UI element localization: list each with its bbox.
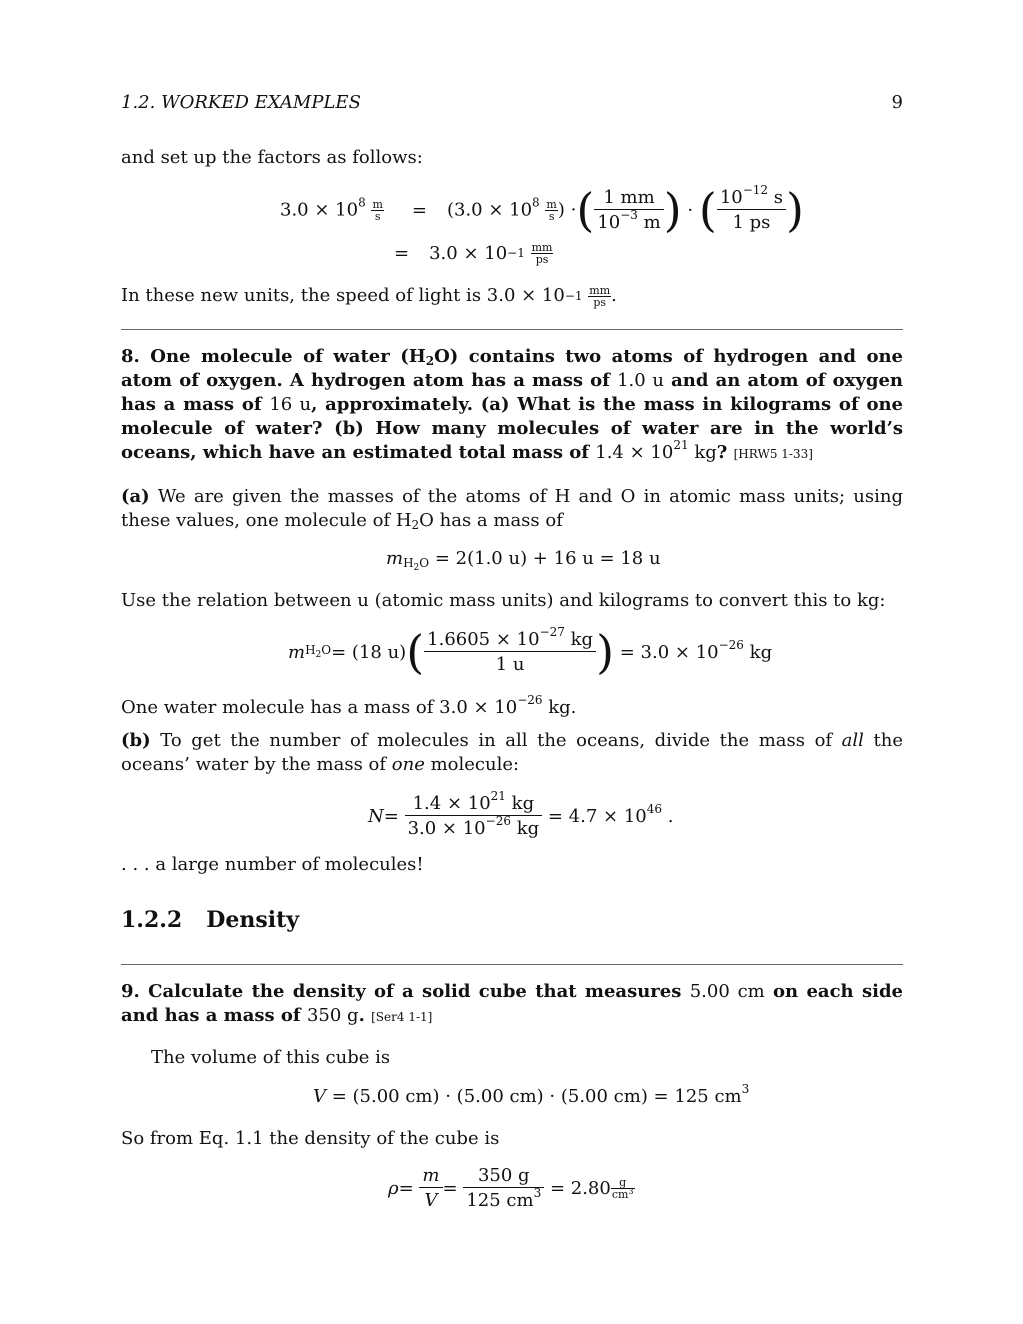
section-title: Density bbox=[206, 907, 300, 933]
problem-9-reference: [Ser4 1-1] bbox=[371, 1010, 433, 1024]
mass-result-text: One water molecule has a mass of $3.0 \times 10^{-26}$ kg. bbox=[121, 693, 577, 718]
equation-speed-line1: $3.0 \times 10^8$ $\frac{m}{s}$ = ($3.0 \times 10^8$ $\frac{m}{s}$ ) · ( $\frac{1 mm}{10^{-3} m}$ ) · ( $\frac{10^{-12} s}{1 ps}$ ) bbox=[280, 183, 804, 237]
equation-water-mass: $m_{H_2O} = 2(1.0$ u) + 16 u = 18 u bbox=[386, 548, 661, 573]
page-number: 9 bbox=[891, 92, 903, 113]
problem-9-statement: 9. Calculate the density of a solid cube that measures 5.00 cm on each side and has a mass of 350 g. [Ser4 1-1] bbox=[121, 981, 903, 1026]
problem-8-reference: [HRW5 1-33] bbox=[733, 447, 813, 461]
eq-speed-factor1: $\frac{1 mm}{10^{-3} m}$ bbox=[594, 187, 663, 233]
problem-8-statement: 8. One molecule of water $(H_2O)$ contains two atoms of hydrogen and one atom of oxygen. A hydrogen atom has a mass of 1.0 u and an atom of oxygen has a mass of 16 u, approximately. (a) What is the mass in kilograms of one molecule of water? (b) How many molecules of water are in the world’s oceans, which have an estimated total mass of $1.4 \times 10^{21}$ kg? [HRW5 1-33] bbox=[121, 346, 903, 463]
equation-speed-line2: = 3.0 × 10 −1 $\frac{mm}{ps}$ bbox=[394, 240, 553, 266]
divider-1 bbox=[121, 329, 903, 330]
volume-text: The volume of this cube is bbox=[151, 1047, 391, 1068]
equation-molecule-count: N = $\frac{1.4 \times 10^{21} kg}{3.0 \times 10^{-26} kg}$ = $4.7 \times 10^{46}$ . bbox=[368, 789, 674, 839]
intro-text: and set up the factors as follows: bbox=[121, 147, 423, 168]
equation-conversion: m $H_2O$ = (18 u) ( $\frac{1.6605 \times 10^{-27} kg}{1 u}$ ) = $3.0 \times 10^{-26}$ kg bbox=[288, 625, 773, 679]
convert-text: Use the relation between u (atomic mass units) and kilograms to convert this to kg: bbox=[121, 590, 886, 611]
section-heading bbox=[121, 907, 299, 933]
equation-volume: V = (5.00 cm) · (5.00 cm) · (5.00 cm) = 125 $cm^3$ bbox=[313, 1082, 750, 1107]
closing-remark: . . . a large number of molecules! bbox=[121, 854, 424, 875]
eq-speed-lhs: $3.0 \times 10^8$ $\frac{m}{s}$ bbox=[280, 195, 383, 223]
eq-speed-mid: ($3.0 \times 10^8$ $\frac{m}{s}$ ) · bbox=[446, 195, 577, 223]
running-header-section: 1.2. WORKED EXAMPLES bbox=[121, 92, 361, 113]
section-number: 1.2.2 bbox=[121, 907, 183, 933]
equation-density: ρ = $\frac{m}{V}$ = $\frac{350 g}{125 cm^3}$ = 2.80 $\frac{g}{cm^3}$ bbox=[388, 1165, 634, 1211]
density-text: So from Eq. 1.1 the density of the cube is bbox=[121, 1128, 500, 1149]
eq-speed-equals: = bbox=[411, 199, 427, 221]
solution-8b-text: (b) To get the number of molecules in all the oceans, divide the mass of all the oceans’ water by the mass of one molecule: bbox=[121, 730, 903, 775]
speed-result-text: In these new units, the speed of light is 3.0 × 10 −1 $\frac{mm}{ps}$ . bbox=[121, 283, 617, 309]
divider-2 bbox=[121, 964, 903, 965]
solution-8a-text: (a) We are given the masses of the atoms of H and O in atomic mass units; using these values, one molecule of $H_2O$ has a mass of bbox=[121, 486, 903, 532]
eq-speed-factor2: $\frac{10^{-12} s}{1 ps}$ bbox=[717, 187, 786, 233]
